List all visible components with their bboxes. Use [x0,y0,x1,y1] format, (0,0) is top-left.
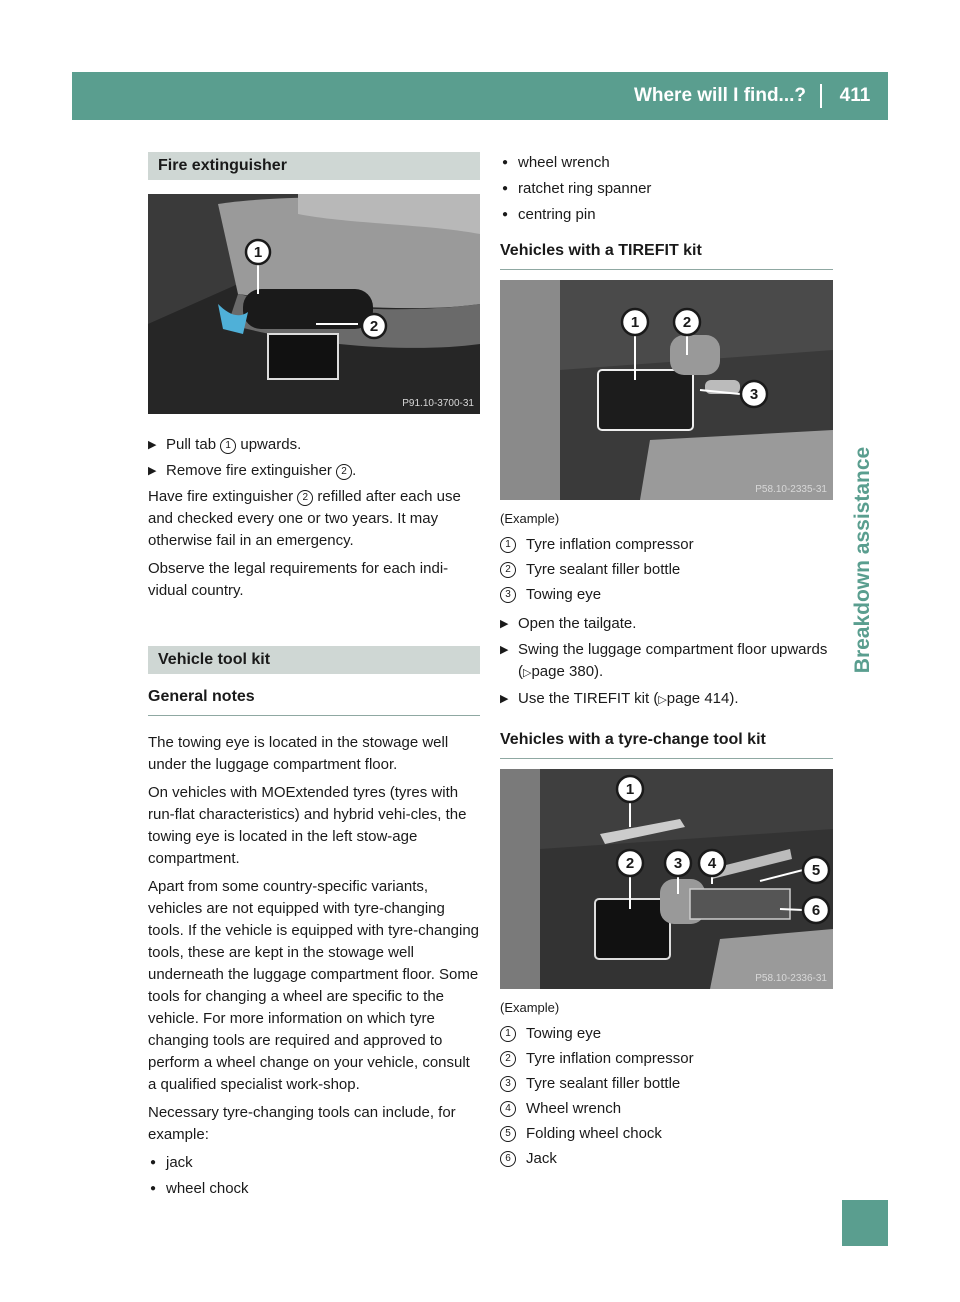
legend-text: Wheel wrench [526,1100,622,1117]
paragraph-text: Have fire extinguisher [148,488,298,505]
tool-list-item: ● wheel chock [148,1178,480,1200]
legend-item [500,1123,833,1145]
step-pull-tab [148,434,480,456]
toolkit-paragraph: On vehicles with MOExtended tyres (tyres with run-flat characteristics) and hybrid vehi-cles, the towing eye is located in the left stow-age compartment. [148,784,467,867]
general-notes-heading: General notes [148,686,480,716]
legal-paragraph: Observe the legal requirements for each indi-vidual country. [148,560,449,599]
legend-text: Tyre sealant filler bottle [526,1075,681,1092]
legend-item [500,1148,833,1170]
image-code: P91.10-3700-31 [402,398,474,409]
step-text: Pull tab [166,436,221,453]
legend-number: 6 [500,1151,516,1167]
step-text: Swing the luggage compartment floor upwards ( [518,641,828,680]
callout-3-label: 3 [749,386,759,403]
callout-6-label: 6 [811,902,821,919]
legend-text: Tyre inflation compressor [526,536,694,553]
callout-3-label: 3 [673,855,683,872]
callout-2-label: 2 [625,855,635,872]
legend-item [500,1073,833,1095]
page-number: 411 [839,85,871,106]
callout-ref: 2 [297,490,313,506]
legend-text: Jack [526,1150,557,1167]
paragraph-text: refilled after each use and checked every one or two years. It may otherwise fail in an emergency. [148,488,461,549]
callout-5-label: 5 [811,862,821,879]
legend-number: 2 [500,1051,516,1067]
legend-number: 5 [500,1126,516,1142]
tool-list-item: ● ratchet ring spanner [500,178,833,200]
fire-extinguisher-heading: Fire extinguisher [148,152,480,180]
callout-1-label: 1 [253,244,263,261]
figure-caption: (Example) [500,511,560,526]
right-column [500,152,833,1173]
step-use-tirefit [500,688,833,711]
step-remove-extinguisher [148,460,480,482]
legend-item [500,1048,833,1070]
legend-item [500,534,833,556]
image-code: P58.10-2336-31 [755,973,827,984]
legend-text: Towing eye [526,586,602,603]
callout-2-label: 2 [682,314,692,331]
tirefit-photo [500,280,833,500]
legend-text: Folding wheel chock [526,1125,662,1142]
legend-number: 4 [500,1101,516,1117]
step-text: Remove fire extinguisher [166,462,337,479]
step-swing-floor [500,639,833,684]
tool-list-item: ● centring pin [500,204,833,226]
vehicle-tool-kit-heading: Vehicle tool kit [148,646,480,674]
step-text: ). [594,663,604,680]
legend-number: 2 [500,562,516,578]
tyre-change-kit-heading: Vehicles with a tyre-change tool kit [500,729,833,759]
toolkit-paragraph: The towing eye is located in the stowage well under the luggage compartment floor. [148,734,449,773]
toolkit-paragraph: Apart from some country-specific variants, vehicles are not equipped with tyre-changing tools. If the vehicle is equipped with tyre-changing tools, these are kept in the stowage well underneath the luggage compartment floor. Some tools for changing a wheel are specific to the vehicle. For more information on which tyre changing tools are required and approved to perform a wheel change on your vehicle, consult a qualified specialist work-shop. [148,878,480,1093]
refill-paragraph [148,486,480,552]
legend-number: 3 [500,1076,516,1092]
left-column [148,152,480,1204]
side-chapter-label [838,200,888,920]
tirefit-illustration [500,280,833,500]
page-section-title: Where will I find...? [634,84,822,108]
fire-extinguisher-photo [148,194,480,414]
page-ref-arrow-icon: ▷ [658,694,667,706]
tyre-change-kit-illustration [500,769,833,989]
step-open-tailgate: ▶ Open the tailgate. [500,613,833,635]
legend-text: Tyre inflation compressor [526,1050,694,1067]
step-text: ). [729,690,739,707]
image-code: P58.10-2335-31 [755,484,827,495]
legend-number: 3 [500,587,516,603]
callout-1-label: 1 [625,781,635,798]
header-bar [72,72,888,120]
page-reference-link[interactable]: page 380 [531,663,595,680]
tirefit-heading: Vehicles with a TIREFIT kit [500,240,833,270]
legend-item [500,1023,833,1045]
toolkit-paragraph: Necessary tyre-changing tools can include, for example: [148,1104,456,1143]
side-chapter-label-text: Breakdown assistance [851,446,874,674]
legend-number: 1 [500,1026,516,1042]
legend-text: Tyre sealant filler bottle [526,561,681,578]
chapter-tab-marker [842,1200,888,1246]
page-reference-link[interactable]: page 414 [666,690,730,707]
fire-extinguisher-illustration [148,194,480,414]
figure-caption: (Example) [500,1000,560,1015]
step-text: . [352,462,357,479]
step-text: Use the TIREFIT kit ( [518,690,659,707]
legend-number: 1 [500,537,516,553]
tool-list-item: ● wheel wrench [500,152,833,174]
legend-item [500,584,833,606]
callout-ref: 2 [336,464,352,480]
step-text: upwards. [236,436,302,453]
callout-2-label: 2 [369,318,379,335]
callout-1-label: 1 [630,314,640,331]
callout-4-label: 4 [707,855,717,872]
tyre-change-kit-photo [500,769,833,989]
legend-text: Towing eye [526,1025,602,1042]
page-ref-arrow-icon: ▷ [523,667,532,679]
callout-ref: 1 [220,438,236,454]
legend-item [500,559,833,581]
tool-list-item: ● jack [148,1152,480,1174]
legend-item [500,1098,833,1120]
